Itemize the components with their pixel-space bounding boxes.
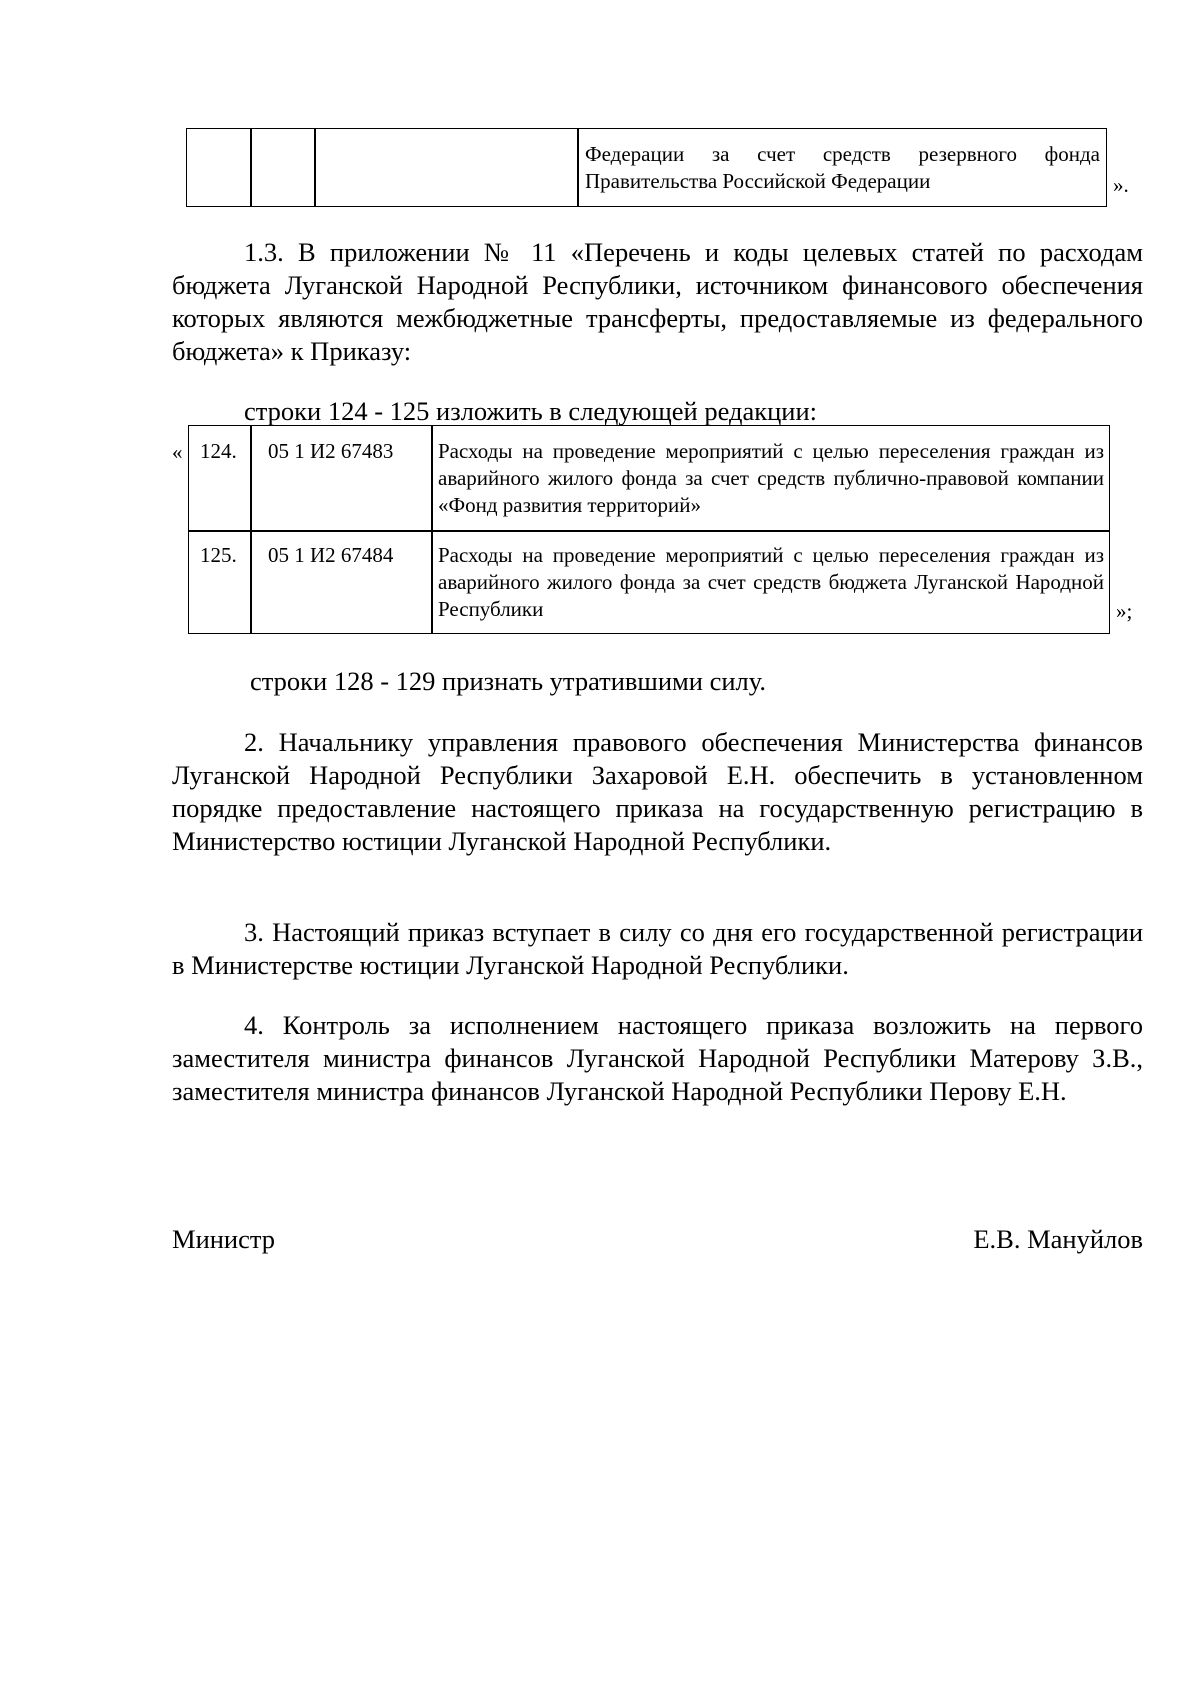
table2-row-124-text: Расходы на проведение мероприятий с целью переселения граждан из аварийного жилого фонда за счет средств публично-правовой компании «Фонд развития территорий»: [438, 439, 1104, 517]
item-4-paragraph: 4. Контроль за исполнением настоящего приказа возложить на первого заместителя министра финансов Луганской Народной Республики Матерову З.В., заместителя министра финансов Луганской Народной Республики Перову Е.Н.: [172, 1010, 1143, 1106]
table2-opening-quote: «: [172, 440, 183, 464]
rows-128-129-invalid: строки 128 - 129 признать утратившими силу.: [250, 666, 766, 696]
table2-row-125-code: 05 1 И2 67484: [268, 543, 394, 567]
table1-cell-2: [250, 128, 316, 207]
section-1-3-paragraph: 1.3. В приложении № 11 «Перечень и коды целевых статей по расходам бюджета Луганской Народной Республики, источником финансового обеспечения которых являются межбюджетные трансферты, предоставляемые из федерального бюджета» к Приказу:: [172, 237, 1143, 366]
rows-124-125-intro: строки 124 - 125 изложить в следующей редакции:: [244, 396, 818, 426]
signature-title: Министр: [172, 1224, 276, 1254]
item-3-paragraph: 3. Настоящий приказ вступает в силу со дня его государственной регистрации в Министерстве юстиции Луганской Народной Республики.: [172, 917, 1143, 980]
table2-closing-quote: »;: [1116, 599, 1133, 623]
table2-row-124-num: 124.: [200, 439, 237, 463]
table1-cell-3: [314, 128, 579, 207]
table2-row-125-num: 125.: [200, 543, 237, 567]
table1-cell-1: [186, 128, 252, 207]
table1-closing-quote: ».: [1113, 173, 1129, 197]
signature-name: Е.В. Мануйлов: [973, 1224, 1143, 1254]
table2-row-125-text: Расходы на проведение мероприятий с целью переселения граждан из аварийного жилого фонда за счет средств бюджета Луганской Народной Республики: [438, 543, 1104, 621]
table2-row-124-code: 05 1 И2 67483: [268, 439, 394, 463]
table1-row-text: Федерации за счет средств резервного фонда Правительства Российской Федерации: [585, 142, 1100, 193]
item-2-paragraph: 2. Начальнику управления правового обеспечения Министерства финансов Луганской Народной Республики Захаровой Е.Н. обеспечить в установленном порядке предоставление настоящего приказа на государственную регистрацию в Министерство юстиции Луганской Народной Республики.: [172, 727, 1143, 856]
